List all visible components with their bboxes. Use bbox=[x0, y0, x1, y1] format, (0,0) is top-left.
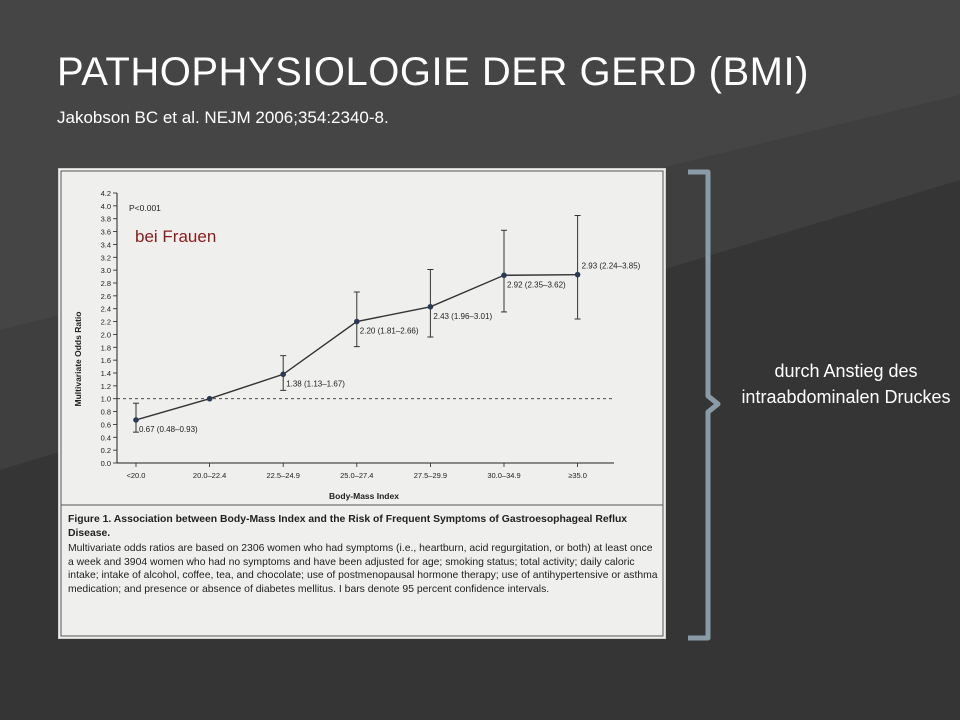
y-tick-label: 4.0 bbox=[100, 201, 111, 211]
y-tick-label: 4.2 bbox=[100, 189, 111, 198]
y-tick-label: 2.2 bbox=[100, 317, 111, 327]
y-tick-label: 1.0 bbox=[100, 394, 111, 404]
data-label: 2.92 (2.35–3.62) bbox=[507, 280, 566, 290]
x-tick-label: 27.5–29.9 bbox=[413, 471, 448, 480]
slide-title: PATHOPHYSIOLOGIE DER GERD (BMI) bbox=[57, 50, 809, 94]
x-tick-label: 22.5–24.9 bbox=[266, 471, 300, 480]
data-point bbox=[501, 272, 507, 278]
y-tick-label: 1.8 bbox=[100, 343, 111, 353]
right-bracket-icon bbox=[684, 168, 724, 643]
x-tick-label: <20.0 bbox=[126, 471, 146, 480]
y-tick-label: 1.4 bbox=[100, 369, 111, 378]
y-tick-label: 0.0 bbox=[100, 459, 111, 468]
data-point bbox=[280, 371, 286, 377]
figure-caption bbox=[68, 513, 658, 597]
y-tick-label: 3.8 bbox=[100, 214, 111, 224]
data-label: 2.93 (2.24–3.85) bbox=[581, 261, 641, 271]
y-tick-label: 0.6 bbox=[100, 420, 111, 430]
data-label: 1.38 (1.13–1.67) bbox=[286, 379, 345, 389]
data-point bbox=[428, 304, 434, 310]
data-label: 2.43 (1.96–3.01) bbox=[433, 311, 493, 321]
x-tick-label: 20.0–22.4 bbox=[192, 471, 227, 480]
slide-subtitle: Jakobson BC et al. NEJM 2006;354:2340-8. bbox=[57, 108, 389, 127]
data-point bbox=[354, 319, 360, 325]
y-tick-label: 2.4 bbox=[100, 304, 111, 314]
caption-title: Figure 1. Association between Body-Mass Index and the Risk of Frequent Symptoms of Gastroesophageal Reflux Disease. bbox=[68, 514, 628, 539]
y-tick-label: 2.0 bbox=[100, 330, 111, 340]
data-label: 0.67 (0.48–0.93) bbox=[139, 424, 198, 434]
y-tick-label: 3.4 bbox=[100, 240, 111, 250]
data-point bbox=[207, 396, 213, 402]
y-tick-label: 0.4 bbox=[100, 433, 111, 443]
data-label: 2.20 (1.81–2.66) bbox=[359, 326, 419, 336]
y-tick-label: 0.2 bbox=[100, 446, 111, 456]
overlay-label-bei-frauen: bei Frauen bbox=[135, 227, 217, 246]
y-tick-label: 1.6 bbox=[100, 356, 111, 366]
x-tick-label: ≥35.0 bbox=[568, 471, 587, 480]
y-tick-label: 3.0 bbox=[100, 266, 111, 276]
y-tick-label: 3.2 bbox=[100, 253, 111, 263]
x-axis-label: Body-Mass Index bbox=[329, 491, 399, 501]
data-point bbox=[575, 272, 581, 278]
side-note: durch Anstieg des intraabdominalen Druckes bbox=[741, 361, 951, 407]
y-tick-label: 3.6 bbox=[100, 227, 111, 237]
pvalue-label: P<0.001 bbox=[129, 203, 161, 213]
y-tick-label: 0.8 bbox=[100, 407, 111, 417]
data-point bbox=[133, 417, 139, 423]
x-tick-label: 30.0–34.9 bbox=[487, 471, 521, 480]
y-tick-label: 2.6 bbox=[100, 291, 111, 301]
caption-body: Multivariate odds ratios are based on 2306 women who had symptoms (i.e., heartburn, acid regurgitation, or both) at least once a week and 3904 women who had no symptoms and have been adjusted for age; smoking status; total activity; daily caloric intake; intake of alcohol, coffee, tea, and chocolate; use of postmenopausal hormone therapy; use of antihypertensive or asthma medication; and presence or absence of diabetes mellitus. I bars denote 95 percent confidence intervals. bbox=[68, 543, 658, 595]
chart-figure bbox=[58, 168, 666, 639]
y-tick-label: 1.2 bbox=[100, 381, 111, 391]
y-axis-label: Multivariate Odds Ratio bbox=[73, 311, 83, 407]
y-tick-label: 2.8 bbox=[100, 279, 111, 288]
x-tick-label: 25.0–27.4 bbox=[340, 471, 374, 480]
